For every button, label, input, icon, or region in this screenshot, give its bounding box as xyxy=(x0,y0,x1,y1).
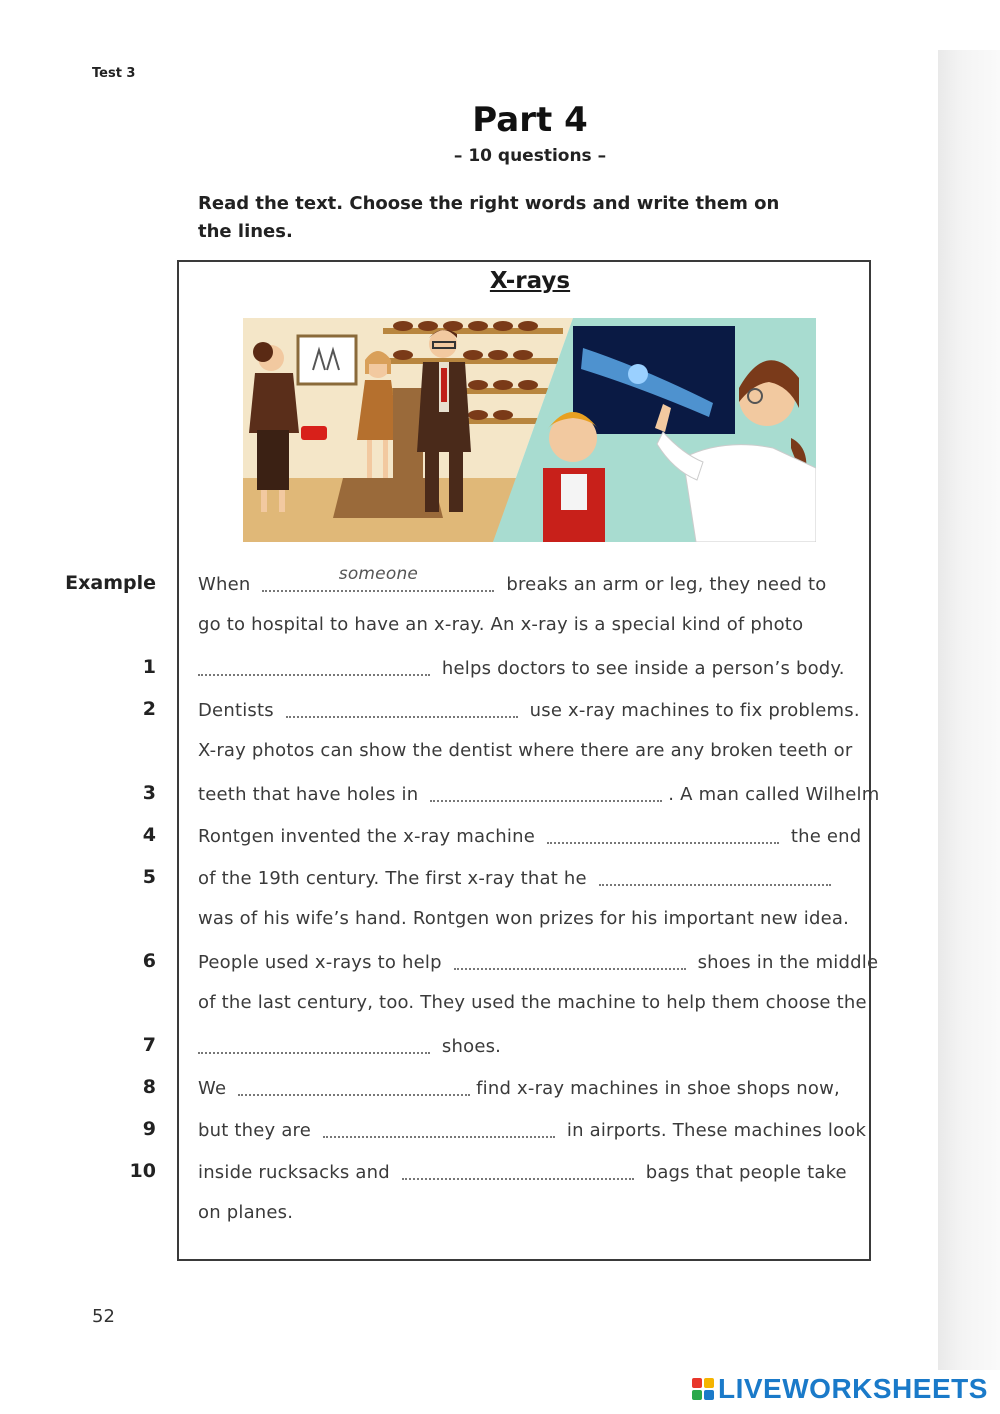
passage-row xyxy=(0,908,938,950)
question-number: 7 xyxy=(142,1034,156,1056)
passage-row xyxy=(0,1202,938,1244)
question-number: 4 xyxy=(142,824,156,846)
line-text: was of his wife’s hand. Rontgen won prizes for his important new idea. xyxy=(198,908,850,929)
passage-row-q5 xyxy=(0,866,938,908)
line-text: teeth that have holes in . A man called Wilhelm xyxy=(198,784,880,805)
line-text: on planes. xyxy=(198,1202,294,1223)
answer-blank-3[interactable] xyxy=(430,782,662,802)
answer-blank-4[interactable] xyxy=(547,824,779,844)
box-title: X-rays xyxy=(489,268,571,294)
x-ray-illustration xyxy=(243,318,816,542)
line-text: People used x-rays to help shoes in the middle xyxy=(198,952,879,973)
line-text: inside rucksacks and bags that people take xyxy=(198,1162,847,1183)
passage-row xyxy=(0,614,938,656)
line-text: Dentists use x-ray machines to fix problems. xyxy=(198,700,860,721)
question-number: 5 xyxy=(142,866,156,888)
line-text: of the last century, too. They used the machine to help them choose the xyxy=(198,992,867,1013)
line-text: X-ray photos can show the dentist where there are any broken teeth or xyxy=(198,740,853,761)
answer-blank-7[interactable] xyxy=(198,1034,430,1054)
answer-blank-6[interactable] xyxy=(454,950,686,970)
passage-row-example xyxy=(0,564,938,614)
line-text: helps doctors to see inside a person’s body. xyxy=(198,656,845,679)
passage-row xyxy=(0,740,938,782)
question-number: 3 xyxy=(142,782,156,804)
question-number: 2 xyxy=(142,698,156,720)
line-text: go to hospital to have an x-ray. An x-ray is a special kind of photo xyxy=(198,614,804,635)
page-number: 52 xyxy=(92,1306,115,1327)
liveworksheets-logo[interactable] xyxy=(692,1372,988,1406)
answer-blank-10[interactable] xyxy=(402,1160,634,1180)
answer-blank-1[interactable] xyxy=(198,656,430,676)
passage-row-q10 xyxy=(0,1160,938,1202)
answer-blank-5[interactable] xyxy=(599,866,831,886)
example-answer: someone xyxy=(338,564,419,584)
passage-row-q4 xyxy=(0,824,938,866)
logo-grid-icon xyxy=(692,1378,714,1400)
passage-row-q2 xyxy=(0,698,938,740)
line-text: shoes. xyxy=(198,1034,501,1057)
part-title: Part 4 xyxy=(472,100,588,140)
question-number: 6 xyxy=(142,950,156,972)
test-label: Test 3 xyxy=(92,66,136,81)
line-text: Rontgen invented the x-ray machine the end xyxy=(198,826,862,847)
example-answer-blank xyxy=(262,564,494,592)
passage-row-q9 xyxy=(0,1118,938,1160)
page-edge-shadow xyxy=(938,50,1000,1370)
answer-blank-8[interactable] xyxy=(238,1076,470,1096)
passage-row-q8 xyxy=(0,1076,938,1118)
passage-row-q7 xyxy=(0,1034,938,1076)
line-text: but they are in airports. These machines look xyxy=(198,1120,867,1141)
answer-blank-2[interactable] xyxy=(286,698,518,718)
passage-row-q6 xyxy=(0,950,938,992)
passage-row xyxy=(0,992,938,1034)
question-number: 1 xyxy=(142,656,156,678)
passage-row-q1 xyxy=(0,656,938,698)
logo-text: LIVEWORKSHEETS xyxy=(718,1373,988,1404)
line-text: When someone breaks an arm or leg, they need to xyxy=(198,564,827,595)
question-number: 8 xyxy=(142,1076,156,1098)
line-text: We find x-ray machines in shoe shops now, xyxy=(198,1078,840,1099)
question-number: 10 xyxy=(129,1160,156,1182)
part-subtitle: – 10 questions – xyxy=(453,146,607,166)
line-text: of the 19th century. The first x-ray that he xyxy=(198,866,837,889)
instructions: Read the text. Choose the right words and write them on the lines. xyxy=(198,193,780,242)
passage-row-q3 xyxy=(0,782,938,824)
question-number: 9 xyxy=(142,1118,156,1140)
example-label: Example xyxy=(65,572,156,594)
answer-blank-9[interactable] xyxy=(323,1118,555,1138)
